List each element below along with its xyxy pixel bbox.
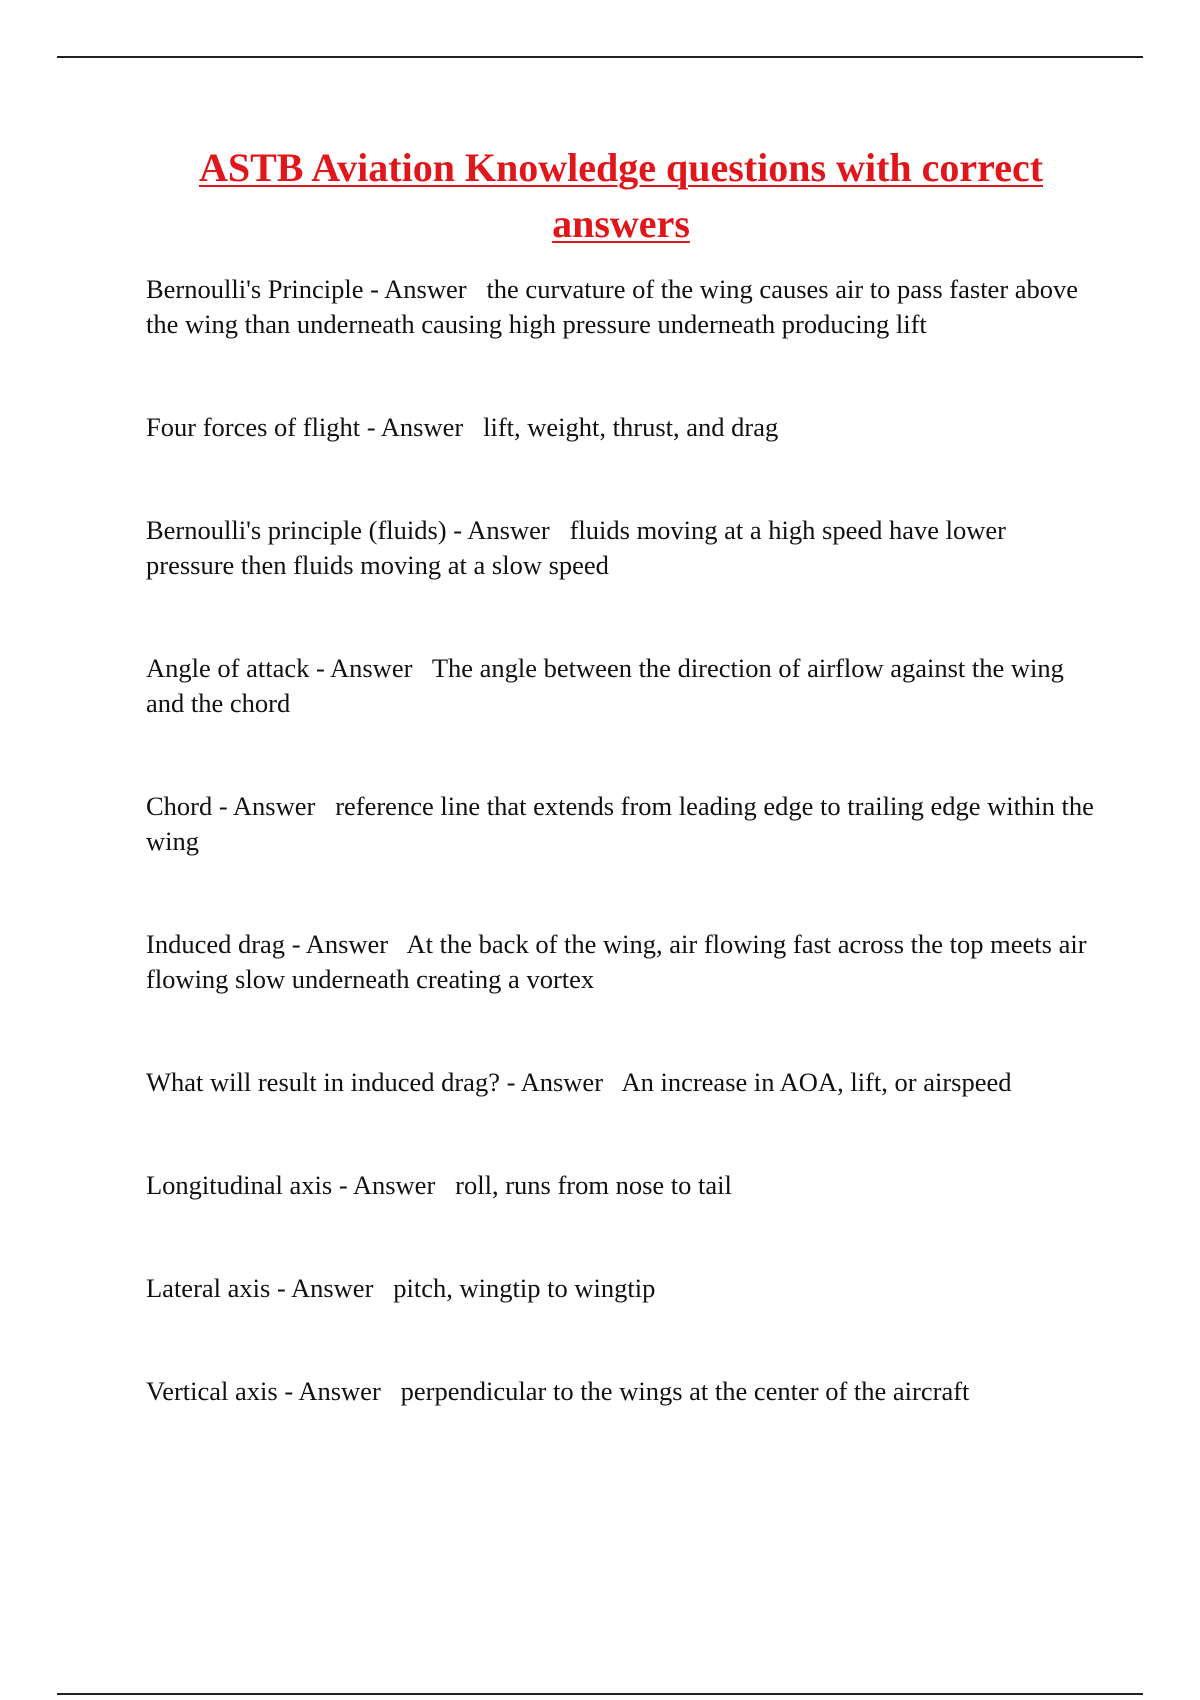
qa-separator: - [363, 274, 385, 304]
qa-separator: - [309, 653, 330, 683]
qa-answer: At the back of the wing, air flowing fast across the top meets air flowing slow underneath creating a vortex [146, 929, 1087, 994]
qa-term: Chord [146, 791, 213, 821]
qa-item [146, 1168, 1096, 1203]
document-title: ASTB Aviation Knowledge questions with correct answers [198, 145, 1044, 246]
qa-answer: lift, weight, thrust, and drag [483, 412, 779, 442]
top-rule [57, 56, 1143, 58]
qa-answer: the curvature of the wing causes air to pass faster above the wing than underneath causing high pressure underneath producing lift [146, 274, 1079, 339]
qa-item [146, 1271, 1096, 1306]
qa-answer: reference line that extends from leading edge to trailing edge within the wing [146, 791, 1094, 856]
qa-item [146, 1065, 1096, 1100]
answer-label: Answer [520, 1067, 604, 1097]
qa-term: Bernoulli's principle (fluids) [146, 515, 447, 545]
qa-separator: - [332, 1170, 353, 1200]
qa-item [146, 272, 1096, 342]
qa-item [146, 1374, 1096, 1409]
qa-term: Vertical axis [146, 1376, 278, 1406]
document-body [146, 140, 1096, 1477]
answer-label: Answer [352, 1170, 436, 1200]
qa-answer: perpendicular to the wings at the center of the aircraft [400, 1376, 970, 1406]
qa-answer: roll, runs from nose to tail [455, 1170, 732, 1200]
answer-label: Answer [290, 1273, 374, 1303]
answer-label: Answer [467, 515, 550, 545]
qa-term: What will result in induced drag? [146, 1067, 500, 1097]
answer-label: Answer [329, 653, 413, 683]
qa-item [146, 789, 1096, 859]
answer-label: Answer [380, 412, 464, 442]
qa-term: Angle of attack [146, 653, 310, 683]
qa-separator: - [270, 1273, 291, 1303]
qa-term: Four forces of flight [146, 412, 361, 442]
qa-term: Lateral axis [146, 1273, 271, 1303]
qa-term: Longitudinal axis [146, 1170, 333, 1200]
qa-separator: - [499, 1067, 521, 1097]
qa-answer: The angle between the direction of airflow against the wing and the chord [146, 653, 1064, 718]
qa-item [146, 410, 1096, 445]
answer-label: Answer [232, 791, 316, 821]
qa-item [146, 513, 1096, 583]
qa-answer: pitch, wingtip to wingtip [393, 1273, 656, 1303]
qa-separator: - [446, 515, 468, 545]
qa-separator: - [212, 791, 233, 821]
qa-separator: - [277, 1376, 299, 1406]
answer-label: Answer [298, 1376, 381, 1406]
qa-answer: An increase in AOA, lift, or airspeed [621, 1067, 1012, 1097]
bottom-rule [57, 1693, 1143, 1695]
qa-answer: fluids moving at a high speed have lower pressure then fluids moving at a slow speed [146, 515, 1006, 580]
qa-item [146, 927, 1096, 997]
answer-label: Answer [305, 929, 389, 959]
qa-list [146, 272, 1096, 1409]
qa-term: Induced drag [146, 929, 286, 959]
answer-label: Answer [384, 274, 467, 304]
qa-separator: - [360, 412, 381, 442]
qa-term: Bernoulli's Principle [146, 274, 364, 304]
qa-item [146, 651, 1096, 721]
qa-separator: - [285, 929, 306, 959]
